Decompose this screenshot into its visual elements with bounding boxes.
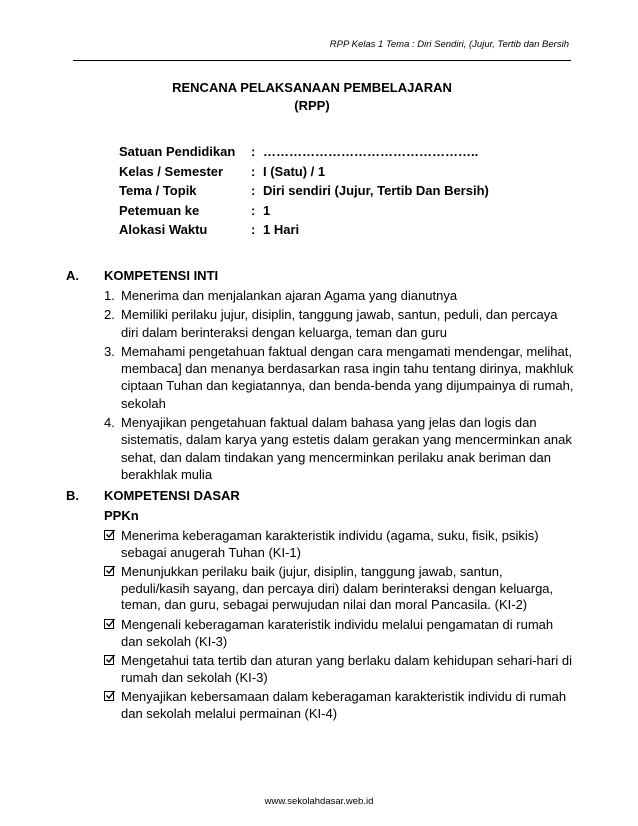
list-item <box>104 564 574 614</box>
list-number: 2. <box>104 307 115 323</box>
info-colon: : <box>251 222 256 237</box>
document-subtitle: (RPP) <box>294 98 330 113</box>
subject-heading: PPKn <box>104 508 139 523</box>
info-colon: : <box>251 144 256 159</box>
info-value: 1 Hari <box>263 222 300 237</box>
info-value: ………………………………………….. <box>263 144 479 159</box>
checkbox-icon <box>104 566 114 576</box>
info-value: Diri sendiri (Jujur, Tertib Dan Bersih) <box>263 183 489 198</box>
info-label: Petemuan ke <box>119 202 200 218</box>
info-colon: : <box>251 202 256 218</box>
list-text: Memahami pengetahuan faktual dengan cara mengamati mendengar, melihat, membaca] dan menanya berdasarkan rasa ingin tahu tentang dirinya, makhluk ciptaan Tuhan dan kegiatannya, dan benda-benda yang dijumpainya di rumah, sekolah <box>121 343 574 411</box>
checkbox-icon <box>104 691 114 701</box>
list-text: Mengetahui tata tertib dan aturan yang berlaku dalam kehidupan sehari-hari di rumah dan sekolah (KI-3) <box>121 653 572 685</box>
checkbox-icon <box>104 619 114 629</box>
info-label: Alokasi Waktu <box>119 222 208 237</box>
running-header: RPP Kelas 1 Tema : Diri Sendiri, (Jujur, Tertib dan Bersih <box>329 39 569 50</box>
info-label: Kelas / Semester <box>119 163 224 179</box>
kompetensi-inti-list <box>104 287 574 483</box>
info-value: I (Satu) / 1 <box>263 163 326 179</box>
list-text: Menyajikan kebersamaan dalam keberagaman karakteristik individu di rumah dan sekolah melalui permainan (KI-4) <box>121 689 567 721</box>
info-colon: : <box>251 183 256 198</box>
list-number: 1. <box>104 288 115 303</box>
list-text: Memiliki perilaku jujur, disiplin, tanggung jawab, santun, peduli, dan percaya diri dalam berinteraksi dengan keluarga, teman dan guru <box>121 307 558 340</box>
kompetensi-dasar-list <box>104 528 574 726</box>
info-colon: : <box>251 163 256 179</box>
footer-url: www.sekolahdasar.web.id <box>264 796 374 807</box>
list-item <box>104 343 574 412</box>
info-value: 1 <box>263 202 271 218</box>
list-text: Menerima keberagaman karakteristik individu (agama, suku, fisik, psikis) sebagai anugerah Tuhan (KI-1) <box>121 528 539 560</box>
list-item <box>104 689 574 722</box>
list-text: Mengenali keberagaman karateristik individu melalui pengamatan di rumah dan sekolah (KI-3) <box>121 616 554 649</box>
list-item <box>104 287 574 304</box>
section-letter: B. <box>66 488 79 503</box>
section-title: KOMPETENSI DASAR <box>104 488 240 503</box>
list-item <box>104 653 574 686</box>
info-label: Tema / Topik <box>119 183 197 198</box>
list-text: Menyajikan pengetahuan faktual dalam bahasa yang jelas dan logis dan sistematis, dalam karya yang estetis dalam gerakan yang mencerminkan anak sehat, dan dalam tindakan yang mencerminkan perilaku anak beriman dan berakhlak mulia <box>121 415 572 482</box>
list-text: Menunjukkan perilaku baik (jujur, disiplin, tanggung jawab, santun, peduli/kasih sayang, dan percaya diri) dalam berinteraksi dengan keluarga, teman, dan guru, sebagai perwujudan nilai dan moral Pancasila. (KI-2) <box>121 564 554 613</box>
info-label: Satuan Pendidikan <box>119 144 236 159</box>
section-title: KOMPETENSI INTI <box>104 268 219 283</box>
checkbox-icon <box>104 530 114 540</box>
list-number: 4. <box>104 415 115 431</box>
list-number: 3. <box>104 343 115 359</box>
list-item <box>104 306 574 341</box>
list-item <box>104 414 574 483</box>
list-text: Menerima dan menjalankan ajaran Agama yang dianutnya <box>121 288 458 303</box>
checkbox-icon <box>104 655 114 665</box>
section-letter: A. <box>66 268 79 283</box>
list-item <box>104 617 574 650</box>
list-item <box>104 528 574 561</box>
document-title: RENCANA PELAKSANAAN PEMBELAJARAN <box>172 80 452 95</box>
header-rule <box>73 60 571 61</box>
